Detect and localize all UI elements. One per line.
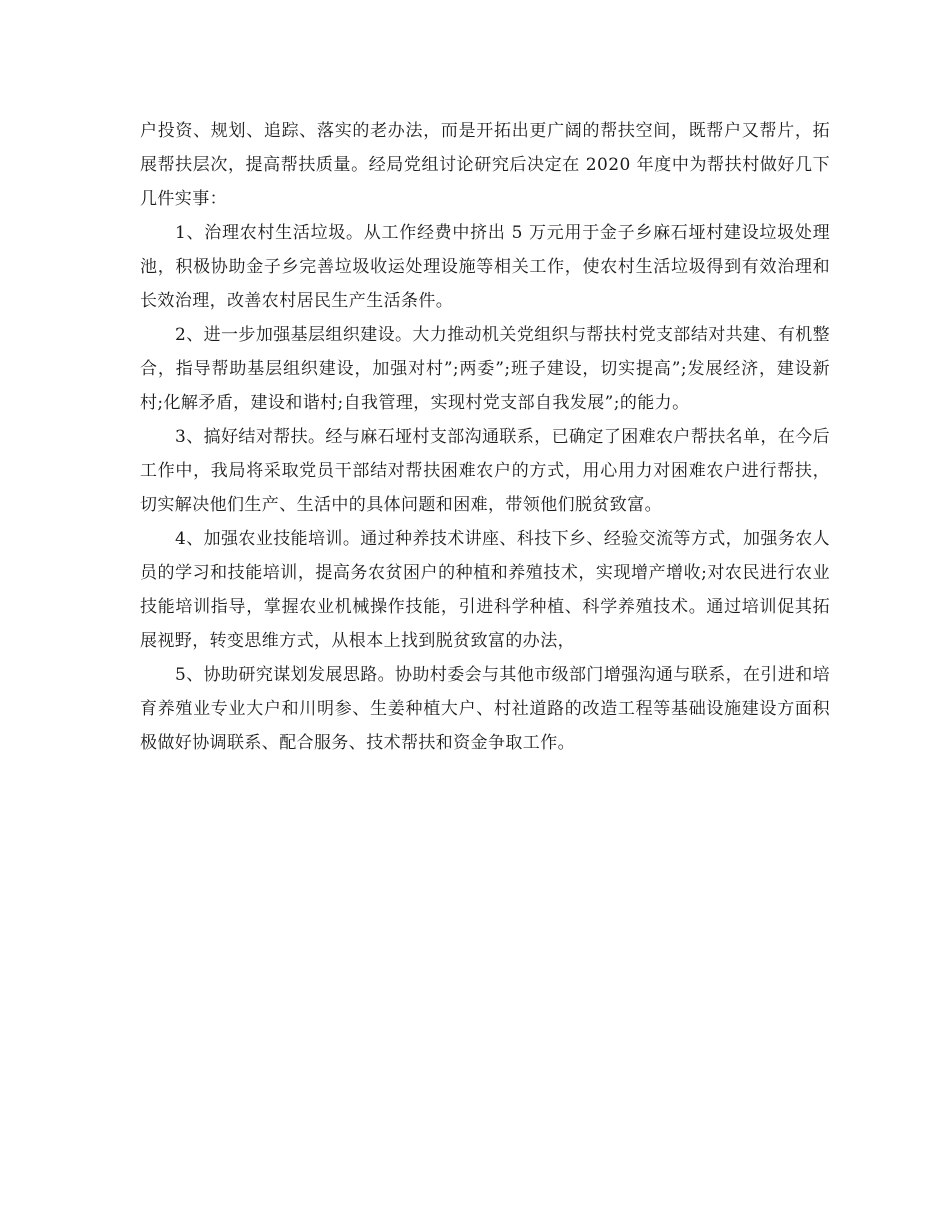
- paragraph-item-4: 4、加强农业技能培训。通过种养技术讲座、科技下乡、经验交流等方式，加强务农人员的学习和技能培训，提高务农贫困户的种植和养殖技术，实现增产增收;对农民进行农业技能培训指导，掌握农业机械操作技能，引进科学种植、科学养殖技术。通过培训促其拓展视野，转变思维方式，从根本上找到脱贫致富的办法，: [140, 529, 831, 651]
- paragraph-continuation: 户投资、规划、追踪、落实的老办法，而是开拓出更广阔的帮扶空间，既帮户又帮片，拓展帮扶层次，提高帮扶质量。经局党组讨论研究后决定在 2020 年度中为帮扶村做好几下几件实事：: [140, 121, 830, 209]
- paragraph-item-3: 3、搞好结对帮扶。经与麻石垭村支部沟通联系，已确定了困难农户帮扶名单，在今后工作中，我局将采取党员干部结对帮扶困难农户的方式，用心用力对困难农户进行帮扶，切实解决他们生产、生活中的具体问题和困难，带领他们脱贫致富。: [140, 427, 831, 515]
- document-body: [140, 114, 830, 760]
- paragraph-item-5: 5、协助研究谋划发展思路。协助村委会与其他市级部门增强沟通与联系，在引进和培育养殖业专业大户和川明参、生姜种植大户、村社道路的改造工程等基础设施建设方面积极做好协调联系、配合服务、技术帮扶和资金争取工作。: [140, 665, 831, 753]
- paragraph-item-1: 1、治理农村生活垃圾。从工作经费中挤出 5 万元用于金子乡麻石垭村建设垃圾处理池，积极协助金子乡完善垃圾收运处理设施等相关工作，使农村生活垃圾得到有效治理和长效治理，改善农村居民生产生活条件。: [140, 223, 830, 311]
- paragraph-item-2: 2、进一步加强基层组织建设。大力推动机关党组织与帮扶村党支部结对共建、有机整合，指导帮助基层组织建设，加强对村”;两委”;班子建设，切实提高”;发展经济，建设新村;化解矛盾，建设和谐村;自我管理，实现村党支部自我发展”;的能力。: [140, 325, 831, 413]
